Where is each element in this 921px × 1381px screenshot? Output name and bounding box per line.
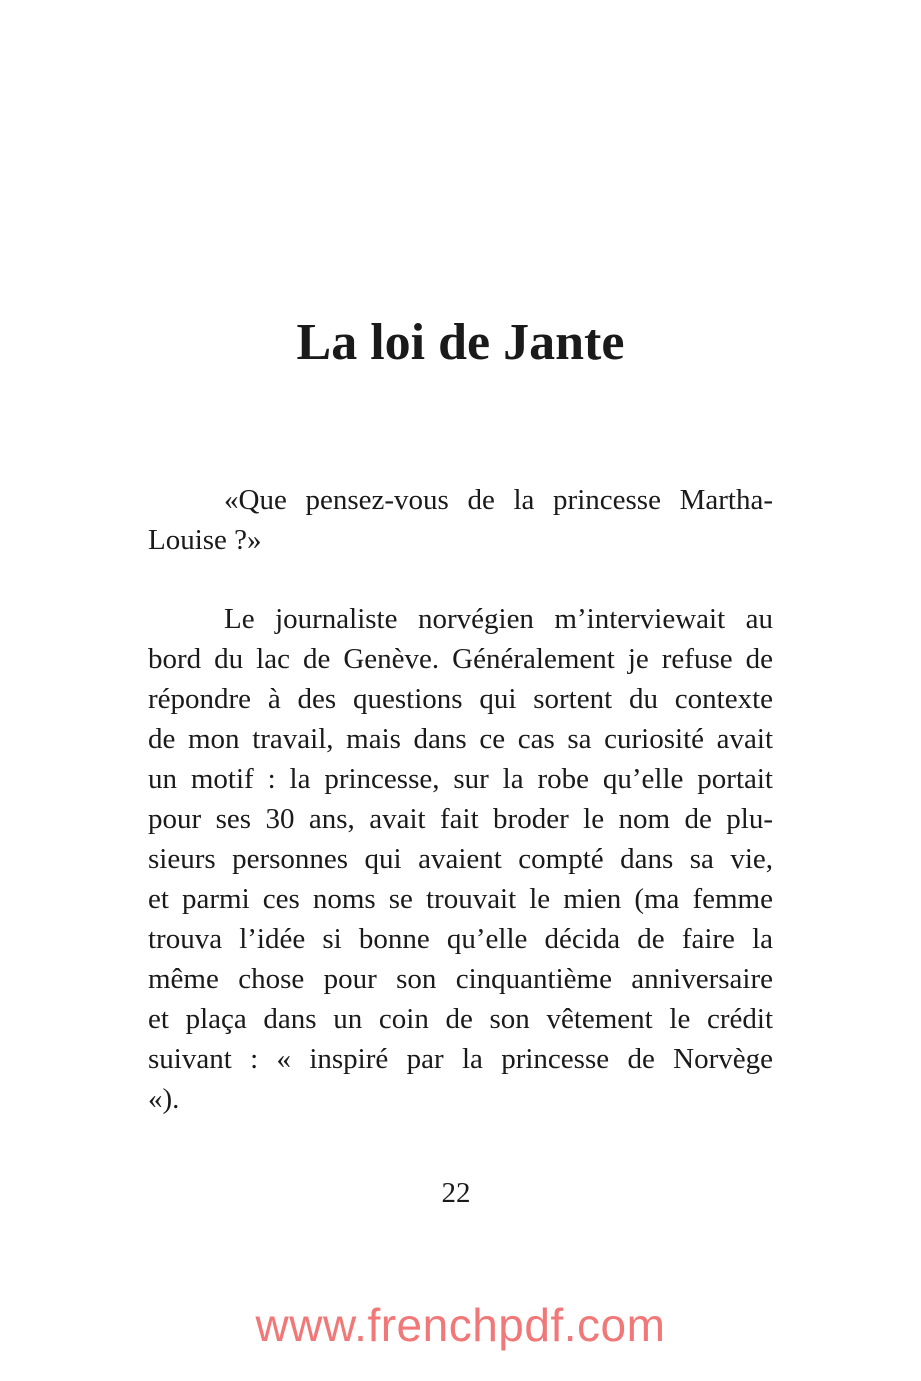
- text-line: de mon travail, mais dans ce cas sa curiosité avait: [148, 723, 773, 755]
- text-line: un motif : la princesse, sur la robe qu’elle portait: [148, 763, 773, 795]
- text-line: suivant : « inspiré par la princesse de Norvège: [148, 1043, 773, 1075]
- text-line: même chose pour son cinquantième anniversaire: [148, 963, 773, 995]
- text-line: pour ses 30 ans, avait fait broder le nom de plu-: [148, 803, 773, 835]
- paragraph-narrative: [148, 599, 773, 1119]
- text-line: et parmi ces noms se trouvait le mien (ma femme: [148, 883, 773, 915]
- chapter-title: La loi de Jante: [296, 314, 625, 371]
- text-line: «Que pensez-vous de la princesse Martha-: [224, 484, 773, 516]
- text-line: Le journaliste norvégien m’interviewait au: [224, 603, 773, 635]
- paragraph-question: [148, 480, 773, 560]
- text-line: trouva l’idée si bonne qu’elle décida de faire la: [148, 923, 773, 955]
- text-line: sieurs personnes qui avaient compté dans sa vie,: [148, 843, 773, 875]
- watermark-link[interactable]: www.frenchpdf.com: [255, 1299, 666, 1351]
- text-line: et plaça dans un coin de son vêtement le crédit: [148, 1003, 773, 1035]
- text-line: répondre à des questions qui sortent du contexte: [148, 683, 773, 715]
- text-line: Louise ?»: [148, 524, 262, 556]
- text-line: «).: [148, 1083, 180, 1115]
- text-line: bord du lac de Genève. Généralement je refuse de: [148, 643, 773, 675]
- page-number: 22: [441, 1177, 471, 1209]
